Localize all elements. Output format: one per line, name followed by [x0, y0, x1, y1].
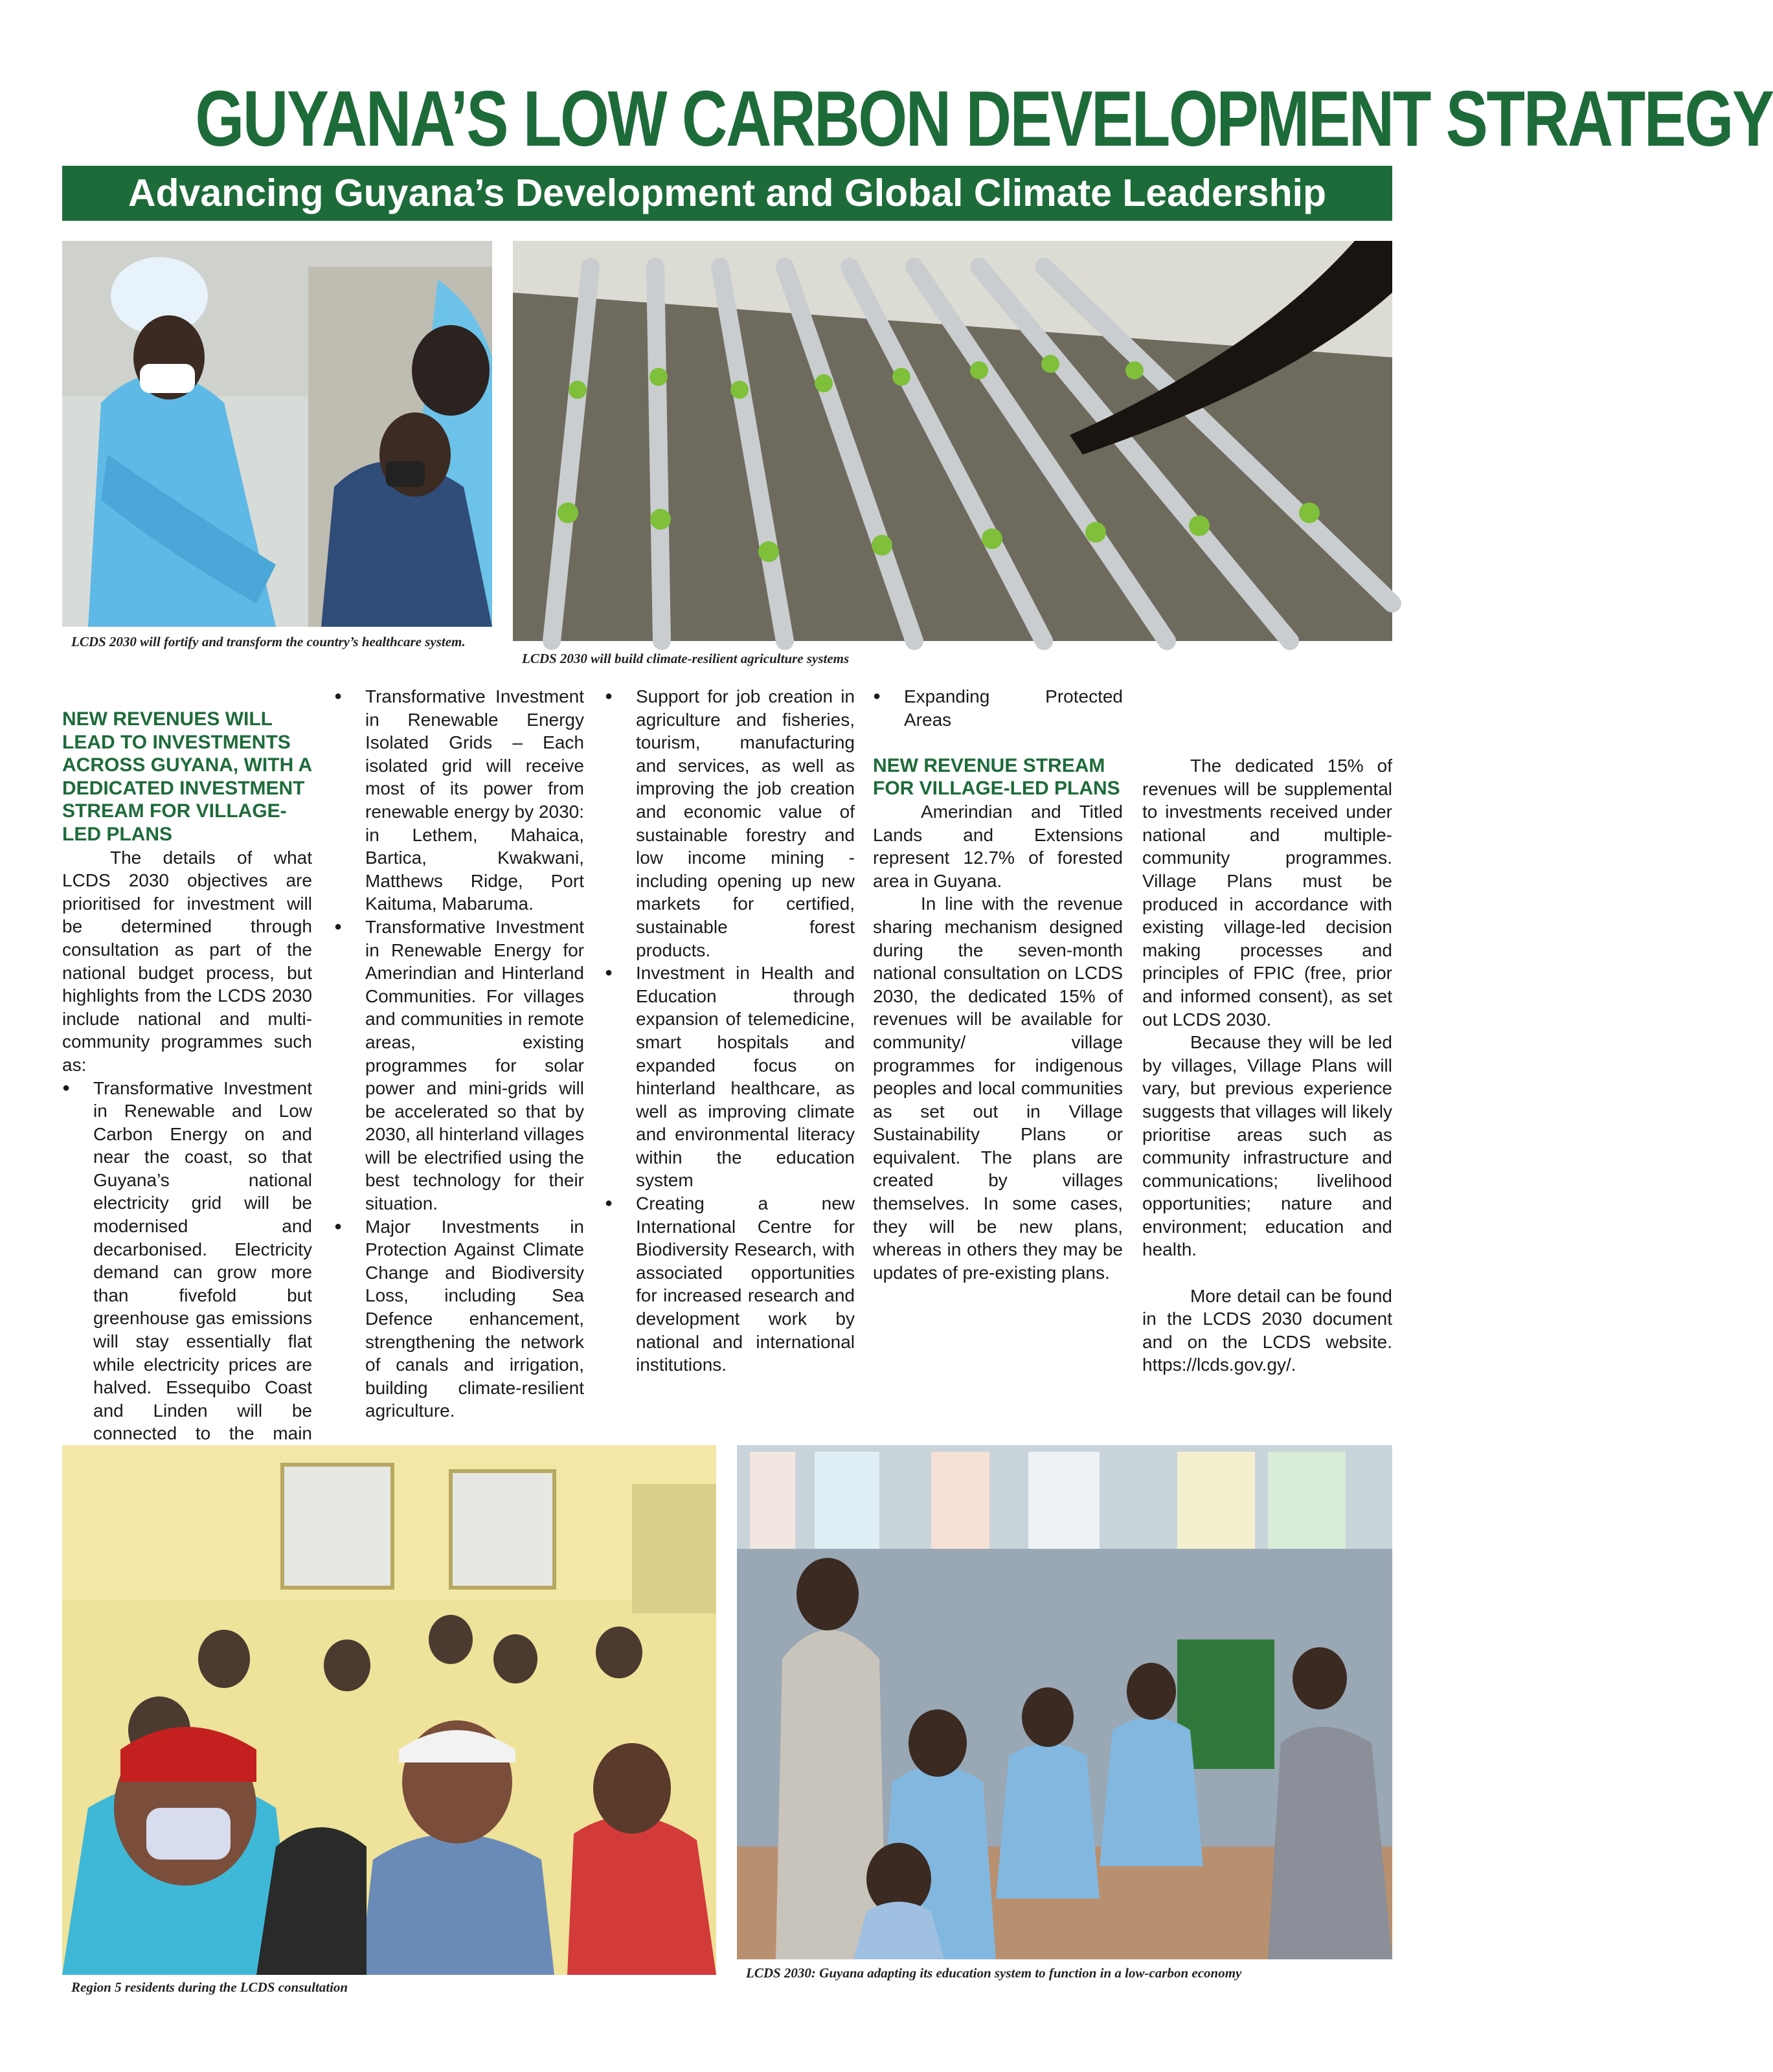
bullet-health-education: ● Investment in Health and Education through expansion of telemedicine, smart hospitals and expanded focus on hinterland healthcare, as well as improving climate and environmental literacy within the education system: [605, 962, 855, 1192]
healthcare-photo: [62, 241, 492, 627]
bullet-hinterland-energy: ● Transformative Investment in Renewable Energy for Amerindian and Hinterland Communities. For villages and communities in remote areas, existing programmes for solar power and mini-grids will be accelerated so that by 2030, all hinterland villages will be electrified using the best technology for their situation.: [334, 916, 584, 1215]
paragraph-titled-lands: Amerindian and Titled Lands and Extensions represent 12.7% of forested area in Guyana.: [873, 801, 1123, 891]
article-column-3: [605, 685, 855, 1377]
paragraph-village-plans: Because they will be led by villages, Village Plans will vary, but previous experience suggests that villages will likely prioritise areas such as community infrastructure and communications; livelihood opportunities; nature and environment; education and health.: [1142, 1032, 1392, 1260]
bullet-protected-areas: ● Expanding Protected Areas: [873, 685, 1123, 731]
intro-paragraph: The details of what LCDS 2030 objectives are prioritised for investment will be determined through consultation as part of the national budget process, but highlights from the LCDS 2030 include national and multi-community programmes such as:: [62, 847, 312, 1075]
paragraph-more-detail: More detail can be found in the LCDS 2030 document and on the LCDS website. https://lcds.gov.gy/.: [1142, 1285, 1392, 1375]
consultation-photo: [62, 1445, 716, 1975]
paragraph-supplemental: The dedicated 15% of revenues will be supplemental to investments received under national and multiple-community programmes. Village Plans must be produced in accordance with existing village-led decision making processes and principles of FPIC (free, prior and informed consent), as set out LCDS 2030.: [1142, 756, 1392, 1030]
article-column-2: [334, 685, 584, 1423]
paragraph-revenue-sharing: In line with the revenue sharing mechanism designed during the seven-month national consultation on LCDS 2030, the dedicated 15% of revenues will be available for community/ village programmes for indigenous peoples and local communities as set out in Village Sustainability Plans or equivalent. The plans are created by villages themselves. In some cases, they will be new plans, whereas in others they may be updates of pre-existing plans.: [873, 894, 1123, 1283]
article-column-5: [1142, 685, 1392, 1377]
caption-consultation: Region 5 residents during the LCDS consultation: [71, 1979, 348, 1995]
heading-new-revenues: NEW REVENUES WILL LEAD TO INVESTMENTS ACROSS GUYANA, WITH A DEDICATED INVESTMENT STREAM FOR VILLAGE-LED PLANS: [62, 708, 312, 845]
heading-village-led: NEW REVENUE STREAM FOR VILLAGE-LED PLANS: [873, 754, 1120, 800]
bullet-job-creation: ● Support for job creation in agriculture and fisheries, tourism, manufacturing and services, as well as improving the job creation and economic value of sustainable forestry and low income mining - including opening up new markets for certified, sustainable forest products.: [605, 685, 855, 962]
bullet-climate-protection: ● Major Investments in Protection Against Climate Change and Biodiversity Loss, including Sea Defence enhancement, strengthening the network of canals and irrigation, building climate-resilient agriculture.: [334, 1215, 584, 1423]
article-column-4: [873, 685, 1123, 1284]
caption-education: LCDS 2030: Guyana adapting its education system to function in a low-carbon economy: [746, 1965, 1242, 1981]
page-title: GUYANA’S LOW CARBON DEVELOPMENT STRATEGY: [195, 74, 1773, 163]
bullet-biodiversity-centre: ● Creating a new International Centre for Biodiversity Research, with associated opportunities for increased research and development work by national and international institutions.: [605, 1192, 855, 1377]
bullet-renewable-coast: ● Transformative Investment in Renewable and Low Carbon Energy on and near the coast, so that Guyana’s national electricity grid will be modernised and decarbonised. Electricity demand can grow more than fivefold but greenhouse gas emissions will stay essentially flat while electricity prices are halved. Essequibo Coast and Linden will be connected to the main: [62, 1077, 312, 2016]
caption-healthcare: LCDS 2030 will fortify and transform the country’s healthcare system.: [71, 634, 466, 649]
bullet-isolated-grids: ● Transformative Investment in Renewable Energy Isolated Grids – Each isolated grid will receive most of its power from renewable energy by 2030: in Lethem, Mahaica, Bartica, Kwakwani, Matthews Ridge, Port Kaituma, Mabaruma.: [334, 685, 584, 916]
education-photo: [737, 1445, 1392, 1959]
subtitle-banner: Advancing Guyana’s Development and Global Climate Leadership: [62, 166, 1392, 221]
agriculture-photo: [513, 241, 1392, 641]
caption-agriculture: LCDS 2030 will build climate-resilient agriculture systems: [522, 651, 850, 666]
